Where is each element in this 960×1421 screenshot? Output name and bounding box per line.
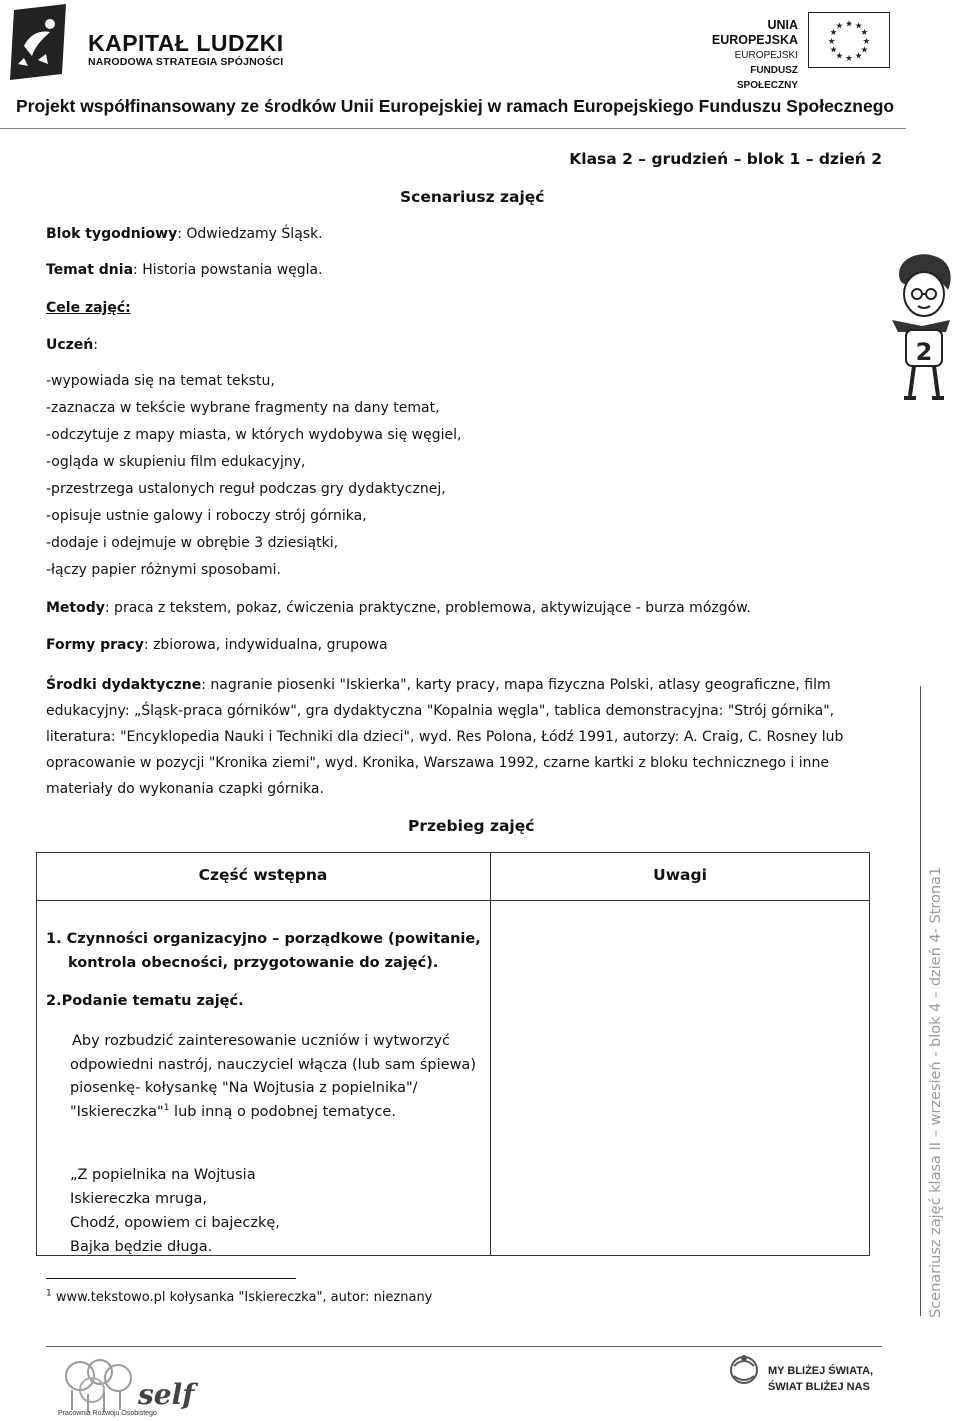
srodki-value: : nagranie piosenki "Iskierka", karty pracy, mapa fizyczna Polski, atlasy geograficzne, film edukacyjny: „Śląsk-praca górników", gra dydaktyczna "Kopalnia węgla", tablica demonstracyjna: "Strój górnika", literatura: "Encyklopedia Nauki i Techniki dla dzieci", wyd. Res Polona, Łódź 1991, autorzy: A. Craig, C. Rosney lub opracowanie w pozycji "Kronika ziemi", wyd. Kronika, Warszawa 1992, czarne kartki z bloku technicznego i inne materiały do wykonania czapki górnika. [46, 677, 844, 797]
goal-item: -opisuje ustnie galowy i roboczy strój górnika, [46, 508, 367, 524]
footnote [46, 1290, 432, 1305]
formy-line [46, 637, 388, 653]
metody-value: : praca z tekstem, pokaz, ćwiczenia praktyczne, problemowa, aktywizujące - burza mózgów. [104, 600, 751, 616]
poem-line: Iskiereczka mruga, [70, 1191, 207, 1207]
poem-line: „Z popielnika na Wojtusia [70, 1167, 256, 1183]
goal-item: -zaznacza w tekście wybrane fragmenty na dany temat, [46, 400, 440, 416]
project-cofinancing-line: Projekt współfinansowany ze środków Unii Europejskiej w ramach Europejskiego Funduszu Społecznego [16, 96, 895, 116]
temat-label: Temat dnia [46, 262, 134, 278]
svg-text:★: ★ [835, 21, 844, 32]
table-paragraph [70, 1030, 480, 1124]
metody-line [46, 600, 751, 616]
formy-label: Formy pracy [46, 637, 144, 653]
footer-slogan [768, 1363, 873, 1395]
srodki-paragraph [46, 672, 886, 802]
blok-line [46, 226, 323, 242]
footnote-rule [46, 1278, 296, 1279]
svg-text:★: ★ [854, 21, 863, 32]
self-caption: Pracownia Rozwoju Osobistego [58, 1410, 157, 1417]
uczen-line [46, 337, 98, 353]
goal-item: -wypowiada się na temat tekstu, [46, 373, 275, 389]
uczen-colon: : [93, 337, 98, 353]
metody-label: Metody [46, 600, 105, 616]
eu-line1: UNIA EUROPEJSKA [711, 18, 798, 47]
przebieg-heading: Przebieg zajęć [408, 817, 535, 835]
svg-text:★: ★ [827, 36, 836, 47]
svg-text:★: ★ [829, 45, 838, 56]
goal-item: -łączy papier różnymi sposobami. [46, 562, 281, 578]
table-header-czesc-wstepna: Część wstępna [198, 866, 328, 884]
page-title: Scenariusz zajęć [400, 188, 545, 206]
logo-subtitle: NARODOWA STRATEGIA SPÓJNOŚCI [88, 56, 284, 68]
kapital-ludzki-logo-icon [10, 4, 68, 80]
slogan-line1: MY BLIŻEJ ŚWIATA, [768, 1365, 874, 1377]
table-paragraph-tail: lub inną o podobnej tematyce. [169, 1103, 396, 1120]
table-item-1-line2: kontrola obecności, przygotowanie do zajęć). [68, 955, 439, 971]
table-column-divider [490, 852, 491, 1256]
svg-text:★: ★ [862, 36, 871, 47]
cele-heading: Cele zajęć: [46, 300, 131, 316]
blok-value: : Odwiedzamy Śląsk. [177, 226, 323, 242]
svg-text:★: ★ [835, 51, 844, 62]
goal-item: -dodaje i odejmuje w obrębie 3 dziesiątki, [46, 535, 339, 551]
goal-item: -odczytuje z mapy miasta, w których wydobywa się węgiel, [46, 427, 462, 443]
uczen-label: Uczeń [46, 337, 94, 353]
side-page-label: Scenariusz zajęć klasa II – wrzesień - blok 4 – dzień 4- Strona1 [928, 866, 944, 1318]
temat-line [46, 262, 323, 278]
slogan-line2: ŚWIAT BLIŻEJ NAS [768, 1381, 870, 1393]
eu-line2: EUROPEJSKI [734, 50, 798, 61]
table-header-divider [36, 900, 870, 901]
srodki-label: Środki dydaktyczne [46, 677, 202, 693]
table-header-uwagi: Uwagi [653, 866, 707, 884]
blok-label: Blok tygodniowy [46, 226, 178, 242]
svg-text:★: ★ [829, 28, 838, 39]
mascot-number: 2 [915, 338, 933, 366]
temat-value: : Historia powstania węgla. [133, 262, 323, 278]
svg-text:★: ★ [845, 19, 853, 30]
svg-text:★: ★ [854, 51, 863, 62]
footnote-text: www.tekstowo.pl kołysanka "Iskiereczka", autor: nieznany [51, 1290, 433, 1305]
formy-value: : zbiorowa, indywidualna, grupowa [143, 637, 388, 653]
goal-item: -przestrzega ustalonych reguł podczas gry dydaktycznej, [46, 481, 446, 497]
svg-text:★: ★ [860, 45, 869, 56]
table-item-2: 2.Podanie tematu zajęć. [46, 993, 244, 1009]
table-item-1-line1: 1. Czynności organizacyjno – porządkowe (powitanie, [46, 931, 481, 947]
child-mascot-icon [888, 250, 958, 402]
table-paragraph-text: Aby rozbudzić zainteresowanie uczniów i wytworzyć odpowiedni nastrój, nauczyciel włącza (lub sam śpiewa) piosenkę- kołysankę "Na Wojtusia z popielnika"/ "Iskiereczka" [70, 1033, 476, 1120]
footnote-number: 1 [46, 1288, 52, 1299]
footer-divider [46, 1346, 882, 1347]
header-divider [0, 128, 906, 129]
svg-text:self: self [138, 1378, 195, 1411]
self-logo-icon [52, 1350, 212, 1418]
svg-text:★: ★ [845, 54, 853, 65]
footnote-ref: 1 [163, 1102, 170, 1113]
eu-text-block [688, 18, 798, 93]
side-divider [920, 686, 921, 1316]
logo-name: KAPITAŁ LUDZKI [88, 30, 284, 56]
svg-text:★: ★ [860, 28, 869, 39]
poem-line: Chodź, opowiem ci bajeczkę, [70, 1215, 280, 1231]
class-info: Klasa 2 – grudzień – blok 1 – dzień 2 [569, 150, 882, 168]
eu-line3: FUNDUSZ SPOŁECZNY [736, 65, 798, 91]
goal-item: -ogląda w skupieniu film edukacyjny, [46, 454, 306, 470]
eu-flag-icon [808, 12, 890, 68]
poem-line: Bajka będzie długa. [70, 1239, 213, 1255]
globe-people-icon [728, 1352, 760, 1388]
